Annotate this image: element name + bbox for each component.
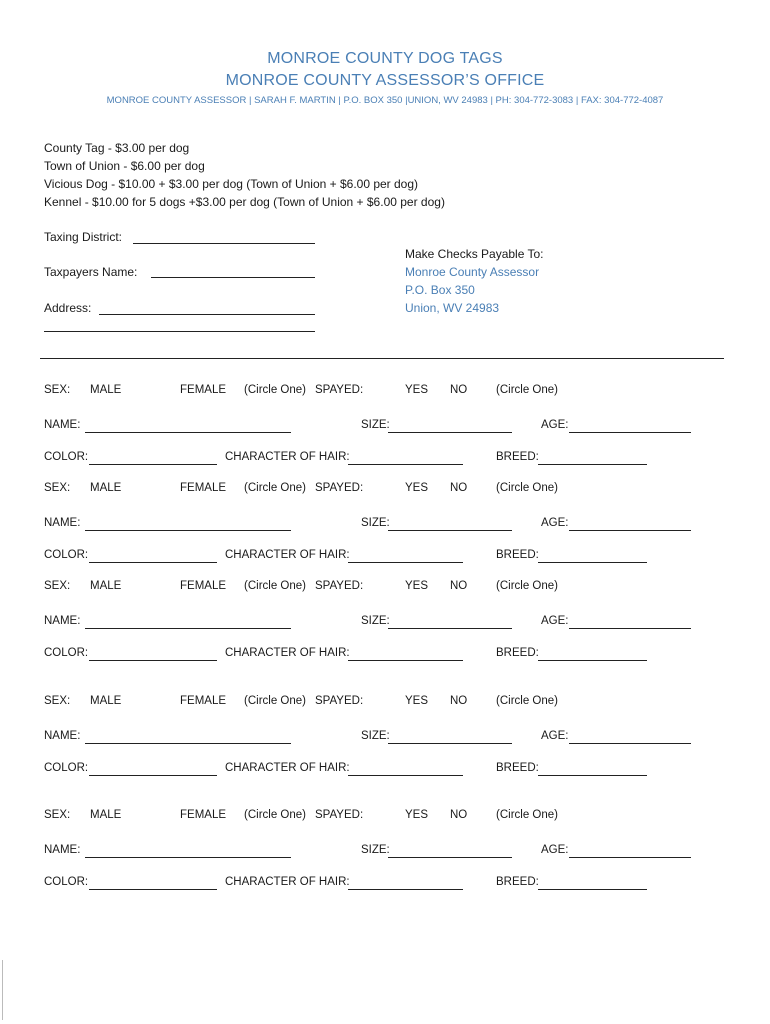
- office-title: MONROE COUNTY ASSESSOR’S OFFICE: [225, 72, 545, 89]
- size-field[interactable]: [388, 743, 512, 744]
- option-yes[interactable]: YES: [405, 482, 429, 494]
- circle-one-note: (Circle One): [244, 482, 306, 494]
- character-of-hair-label: CHARACTER OF HAIR:: [225, 876, 350, 888]
- option-female[interactable]: FEMALE: [180, 384, 227, 396]
- size-field[interactable]: [388, 530, 512, 531]
- age-field[interactable]: [569, 530, 691, 531]
- breed-label: BREED:: [496, 451, 539, 463]
- size-label: SIZE:: [361, 517, 390, 529]
- option-male[interactable]: MALE: [90, 695, 122, 707]
- fee-schedule: [44, 139, 445, 211]
- option-no[interactable]: NO: [450, 695, 468, 707]
- circle-one-note: (Circle One): [496, 809, 558, 821]
- age-label: AGE:: [541, 615, 569, 627]
- size-field[interactable]: [388, 857, 512, 858]
- breed-field[interactable]: [538, 464, 647, 465]
- character-of-hair-field[interactable]: [348, 775, 463, 776]
- color-label: COLOR:: [44, 549, 89, 561]
- option-male[interactable]: MALE: [90, 809, 122, 821]
- age-field[interactable]: [569, 432, 691, 433]
- name-label: NAME:: [44, 844, 81, 856]
- option-male[interactable]: MALE: [90, 384, 122, 396]
- size-label: SIZE:: [361, 844, 390, 856]
- name-field[interactable]: [85, 432, 291, 433]
- age-label: AGE:: [541, 419, 569, 431]
- circle-one-note: (Circle One): [244, 384, 306, 396]
- circle-one-note: (Circle One): [496, 695, 558, 707]
- breed-label: BREED:: [496, 549, 539, 561]
- taxpayers-name-label: Taxpayers Name:: [44, 265, 138, 279]
- circle-one-note: (Circle One): [496, 580, 558, 592]
- age-field[interactable]: [569, 628, 691, 629]
- name-field[interactable]: [85, 743, 291, 744]
- color-field[interactable]: [89, 775, 217, 776]
- character-of-hair-label: CHARACTER OF HAIR:: [225, 451, 350, 463]
- circle-one-note: (Circle One): [244, 580, 306, 592]
- margin-mark: [2, 960, 3, 1020]
- payable-box: P.O. Box 350: [405, 283, 475, 297]
- character-of-hair-label: CHARACTER OF HAIR:: [225, 647, 350, 659]
- color-field[interactable]: [89, 660, 217, 661]
- spayed-label: SPAYED:: [315, 384, 364, 396]
- option-no[interactable]: NO: [450, 384, 468, 396]
- age-label: AGE:: [541, 844, 569, 856]
- name-field[interactable]: [85, 628, 291, 629]
- character-of-hair-field[interactable]: [348, 562, 463, 563]
- name-field[interactable]: [85, 530, 291, 531]
- sex-label: SEX:: [44, 384, 71, 396]
- breed-field[interactable]: [538, 775, 647, 776]
- color-field[interactable]: [89, 889, 217, 890]
- name-field[interactable]: [85, 857, 291, 858]
- sex-label: SEX:: [44, 482, 71, 494]
- color-label: COLOR:: [44, 876, 89, 888]
- circle-one-note: (Circle One): [496, 384, 558, 396]
- character-of-hair-label: CHARACTER OF HAIR:: [225, 549, 350, 561]
- breed-label: BREED:: [496, 762, 539, 774]
- form-title: MONROE COUNTY DOG TAGS: [267, 50, 503, 67]
- circle-one-note: (Circle One): [496, 482, 558, 494]
- name-label: NAME:: [44, 730, 81, 742]
- payable-name: Monroe County Assessor: [405, 265, 540, 279]
- name-label: NAME:: [44, 419, 81, 431]
- size-label: SIZE:: [361, 419, 390, 431]
- breed-field[interactable]: [538, 562, 647, 563]
- size-label: SIZE:: [361, 615, 390, 627]
- option-female[interactable]: FEMALE: [180, 482, 227, 494]
- size-field[interactable]: [388, 628, 512, 629]
- spayed-label: SPAYED:: [315, 809, 364, 821]
- fee-town-of-union: Town of Union - $6.00 per dog: [44, 159, 205, 173]
- contact-line: MONROE COUNTY ASSESSOR | SARAH F. MARTIN | P.O. BOX 350 |UNION, WV 24983 | PH: 304-772-3083 | FAX: 304-772-4087: [106, 95, 664, 106]
- sex-label: SEX:: [44, 695, 71, 707]
- fee-vicious-dog: Vicious Dog - $10.00 + $3.00 per dog (Town of Union + $6.00 per dog): [44, 177, 419, 191]
- option-female[interactable]: FEMALE: [180, 809, 227, 821]
- name-label: NAME:: [44, 517, 81, 529]
- option-no[interactable]: NO: [450, 809, 468, 821]
- name-label: NAME:: [44, 615, 81, 627]
- age-field[interactable]: [569, 743, 691, 744]
- character-of-hair-field[interactable]: [348, 660, 463, 661]
- option-yes[interactable]: YES: [405, 695, 429, 707]
- address-label: Address:: [44, 301, 92, 315]
- character-of-hair-label: CHARACTER OF HAIR:: [225, 762, 350, 774]
- sex-label: SEX:: [44, 580, 71, 592]
- circle-one-note: (Circle One): [244, 695, 306, 707]
- spayed-label: SPAYED:: [315, 695, 364, 707]
- age-label: AGE:: [541, 730, 569, 742]
- breed-label: BREED:: [496, 876, 539, 888]
- section-divider: [40, 358, 724, 359]
- taxpayers-name-field[interactable]: [151, 277, 315, 278]
- size-label: SIZE:: [361, 730, 390, 742]
- breed-label: BREED:: [496, 647, 539, 659]
- color-field[interactable]: [89, 464, 217, 465]
- option-no[interactable]: NO: [450, 482, 468, 494]
- option-yes[interactable]: YES: [405, 809, 429, 821]
- taxing-district-field[interactable]: [133, 243, 315, 244]
- sex-label: SEX:: [44, 809, 71, 821]
- option-male[interactable]: MALE: [90, 580, 122, 592]
- character-of-hair-field[interactable]: [348, 464, 463, 465]
- spayed-label: SPAYED:: [315, 580, 364, 592]
- circle-one-note: (Circle One): [244, 809, 306, 821]
- payable-city: Union, WV 24983: [405, 301, 500, 315]
- fee-kennel: Kennel - $10.00 for 5 dogs +$3.00 per dog (Town of Union + $6.00 per dog): [44, 195, 445, 209]
- color-field[interactable]: [89, 562, 217, 563]
- color-label: COLOR:: [44, 762, 89, 774]
- option-female[interactable]: FEMALE: [180, 695, 227, 707]
- spayed-label: SPAYED:: [315, 482, 364, 494]
- size-field[interactable]: [388, 432, 512, 433]
- option-yes[interactable]: YES: [405, 580, 429, 592]
- character-of-hair-field[interactable]: [348, 889, 463, 890]
- breed-field[interactable]: [538, 660, 647, 661]
- option-male[interactable]: MALE: [90, 482, 122, 494]
- option-female[interactable]: FEMALE: [180, 580, 227, 592]
- payable-heading: Make Checks Payable To:: [405, 247, 544, 261]
- taxing-district-label: Taxing District:: [44, 230, 123, 244]
- option-yes[interactable]: YES: [405, 384, 429, 396]
- address-field-line2[interactable]: [44, 331, 315, 332]
- age-field[interactable]: [569, 857, 691, 858]
- payable-block: [405, 245, 544, 317]
- color-label: COLOR:: [44, 451, 89, 463]
- color-label: COLOR:: [44, 647, 89, 659]
- option-no[interactable]: NO: [450, 580, 468, 592]
- address-field-line1[interactable]: [99, 314, 315, 315]
- age-label: AGE:: [541, 517, 569, 529]
- breed-field[interactable]: [538, 889, 647, 890]
- fee-county-tag: County Tag - $3.00 per dog: [44, 141, 190, 155]
